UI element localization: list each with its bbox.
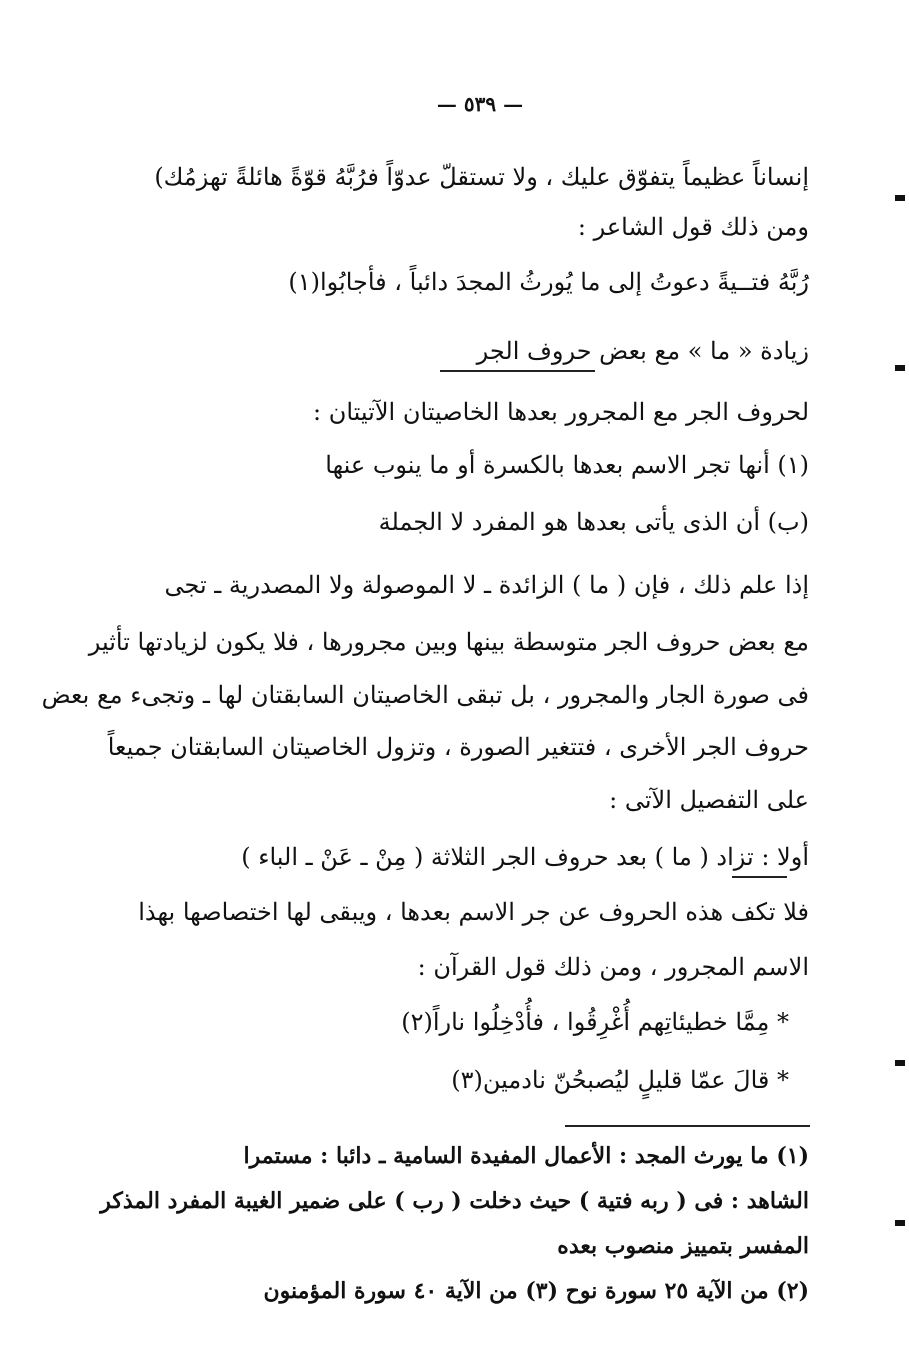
quran-verse: * مِمَّا خطيئاتِهم أُغْرِقُوا ، فأُدْخِلُوا ناراً(٢) bbox=[401, 1008, 789, 1036]
heading-underline bbox=[440, 370, 595, 372]
poem-line: رُبَّهُ فتــيةً دعوتُ إلى ما يُورثُ المجدَ دائباً ، فأجابُوا(١) bbox=[288, 268, 809, 296]
text-line: فلا تكف هذه الحروف عن جر الاسم بعدها ، ويبقى لها اختصاصها بهذا bbox=[138, 898, 809, 926]
text-line: الاسم المجرور ، ومن ذلك قول القرآن : bbox=[417, 953, 809, 981]
section-heading: زيادة « ما » مع بعض حروف الجر bbox=[476, 337, 809, 365]
footnote: المفسر بتمييز منصوب بعده bbox=[557, 1233, 809, 1259]
edge-mark bbox=[895, 195, 905, 201]
text-line: لحروف الجر مع المجرور بعدها الخاصيتان الآتيتان : bbox=[313, 398, 809, 426]
quran-verse: * قالَ عمّا قليلٍ ليُصبحُنّ نادمين(٣) bbox=[451, 1066, 789, 1094]
footnote-divider bbox=[565, 1125, 810, 1127]
text-line: إنساناً عظيماً يتفوّق عليك ، ولا تستقلّ عدوّاً فرُبَّهُ قوّةً هائلةً تهزمُك) bbox=[154, 163, 809, 191]
text-line: أولا : تزاد ( ما ) بعد حروف الجر الثلاثة ( مِنْ ـ عَنْ ـ الباء ) bbox=[241, 843, 809, 871]
text-line: حروف الجر الأخرى ، فتتغير الصورة ، وتزول الخاصيتان السابقتان جميعاً bbox=[107, 733, 809, 761]
edge-mark bbox=[895, 1060, 905, 1066]
list-item: (١) أنها تجر الاسم بعدها بالكسرة أو ما ينوب عنها bbox=[325, 451, 809, 479]
page-number: — ٥٣٩ — bbox=[436, 92, 524, 116]
text-line: على التفصيل الآتى : bbox=[609, 786, 809, 814]
list-item: (ب) أن الذى يأتى بعدها هو المفرد لا الجملة bbox=[378, 508, 809, 536]
text-line: فى صورة الجار والمجرور ، بل تبقى الخاصيتان السابقتان لها ـ وتجىء مع بعض bbox=[41, 681, 809, 709]
text-line: ومن ذلك قول الشاعر : bbox=[577, 213, 809, 241]
text-line: مع بعض حروف الجر متوسطة بينها وبين مجرورها ، فلا يكون لزيادتها تأثير bbox=[88, 628, 809, 656]
footnote: الشاهد : فى ( ربه فتية ) حيث دخلت ( رب ) على ضمير الغيبة المفرد المذكر bbox=[100, 1188, 809, 1214]
olan-underline bbox=[732, 876, 787, 878]
edge-mark bbox=[895, 1220, 905, 1226]
text-line: إذا علم ذلك ، فإن ( ما ) الزائدة ـ لا الموصولة ولا المصدرية ـ تجى bbox=[164, 571, 809, 599]
footnote: (٢) من الآية ٢٥ سورة نوح (٣) من الآية ٤٠ سورة المؤمنون bbox=[263, 1278, 809, 1304]
edge-mark bbox=[895, 365, 905, 371]
footnote: (١) ما يورث المجد : الأعمال المفيدة السامية ـ دائبا : مستمرا bbox=[243, 1143, 809, 1169]
